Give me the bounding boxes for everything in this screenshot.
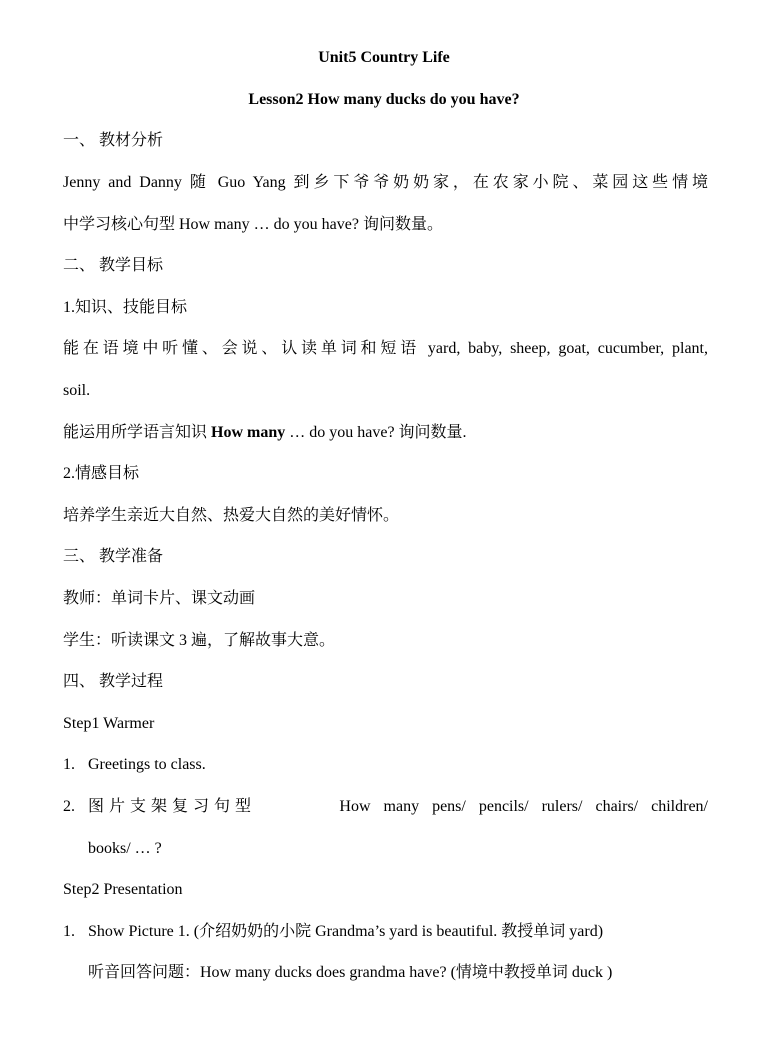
lesson-title: Lesson2 How many ducks do you have? — [248, 91, 520, 108]
goal-1-line3 — [63, 422, 708, 444]
goal-1-line2: soil. — [63, 382, 91, 399]
unit-title: Unit5 Country Life — [318, 49, 450, 66]
goal-1-line3-bold: How many — [211, 424, 286, 441]
section-heading-1: 一、 教材分析 — [63, 132, 164, 149]
step2-item-1-text: Show Picture 1. (介绍奶奶的小院 Grandma’s yard is beautiful. 教授单词 yard) — [88, 923, 604, 940]
step1-item-2 — [63, 796, 708, 818]
prep-teacher: 教师：单词卡片、课文动画 — [63, 590, 256, 607]
step1-item-1-text: Greetings to class. — [88, 756, 206, 773]
step1-item-2-number: 2. — [63, 798, 75, 815]
step2-item-1-number: 1. — [63, 923, 75, 940]
goal-2-line1: 培养学生亲近大自然、热爱大自然的美好情怀。 — [63, 507, 400, 524]
step1-item-2-en: How many pens/ pencils/ rulers/ chairs/ children/ — [339, 798, 708, 815]
paragraph-analysis-line2: 中学习核心句型 How many … do you have? 询问数量。 — [63, 216, 443, 233]
step1-heading: Step1 Warmer — [63, 715, 155, 732]
section-heading-3: 三、 教学准备 — [63, 548, 164, 565]
step2-item-1 — [63, 921, 708, 943]
step1-item-2-cn: 图片支架复习句型 — [88, 798, 257, 815]
step1-item-1-number: 1. — [63, 756, 75, 773]
goal-heading-2: 2.情感目标 — [63, 465, 140, 482]
goal-1-line3-post: … do you have? 询问数量. — [285, 424, 467, 441]
section-heading-2: 二、 教学目标 — [63, 257, 164, 274]
step1-item-1 — [63, 754, 708, 776]
step2-heading: Step2 Presentation — [63, 881, 183, 898]
goal-heading-1: 1.知识、技能目标 — [63, 299, 188, 316]
step1-item-2-cont: books/ … ? — [88, 840, 162, 857]
paragraph-analysis-line1: Jenny and Danny 随 Guo Yang 到乡下爷爷奶奶家，在农家小院、菜园这些情境 — [63, 174, 708, 191]
goal-1-line1: 能在语境中听懂、会说、认读单词和短语 yard, baby, sheep, goat, cucumber, plant, — [63, 340, 708, 357]
section-heading-4: 四、 教学过程 — [63, 673, 164, 690]
step2-item-1-cont: 听音回答问题：How many ducks does grandma have? (情境中教授单词 duck ) — [88, 964, 613, 981]
prep-student: 学生：听读课文 3 遍，了解故事大意。 — [63, 632, 336, 649]
goal-1-line3-pre: 能运用所学语言知识 — [63, 424, 212, 441]
